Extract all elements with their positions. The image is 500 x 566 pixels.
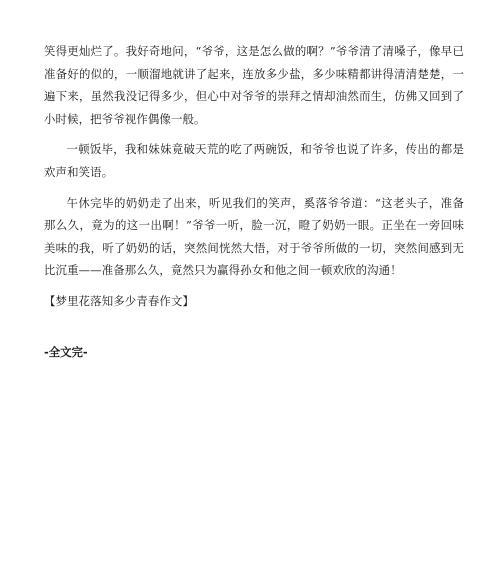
end-mark: -全文完- <box>44 344 88 359</box>
paragraph-1: 笑得更灿烂了。我好奇地问，“爷爷，这是怎么做的啊？”爷爷清了清嗓子，像早已准备好的似的，一顺溜地就讲了起来，连放多少盐，多少味精都讲得清清楚楚，一遍下来，虽然我没记得多少，但心中对爷爷的崇拜之情却油然而生，仿佛又回到了小时候，把爷爷视作偶像一般。 <box>44 44 464 126</box>
document-page <box>44 40 464 362</box>
source-label: 【梦里花落知多少青春作文】 <box>44 293 195 308</box>
paragraph-2: 一顿饭毕，我和妹妹竟破天荒的吃了两碗饭，和爷爷也说了许多，传出的都是欢声和笑语。 <box>44 142 464 179</box>
paragraph-3: 午休完毕的奶奶走了出来，听见我们的笑声，奚落爷爷道：“这老头子，准备那么久，竟为的这一出啊！”爷爷一听，脸一沉，瞪了奶奶一眼。正坐在一旁回味美味的我，听了奶奶的话，突然间恍然大悟，对于爷爷所做的一切，突然间感到无比沉重——准备那么久，竟然只为赢得孙女和他之间一顿欢欣的沟通！ <box>44 195 464 278</box>
